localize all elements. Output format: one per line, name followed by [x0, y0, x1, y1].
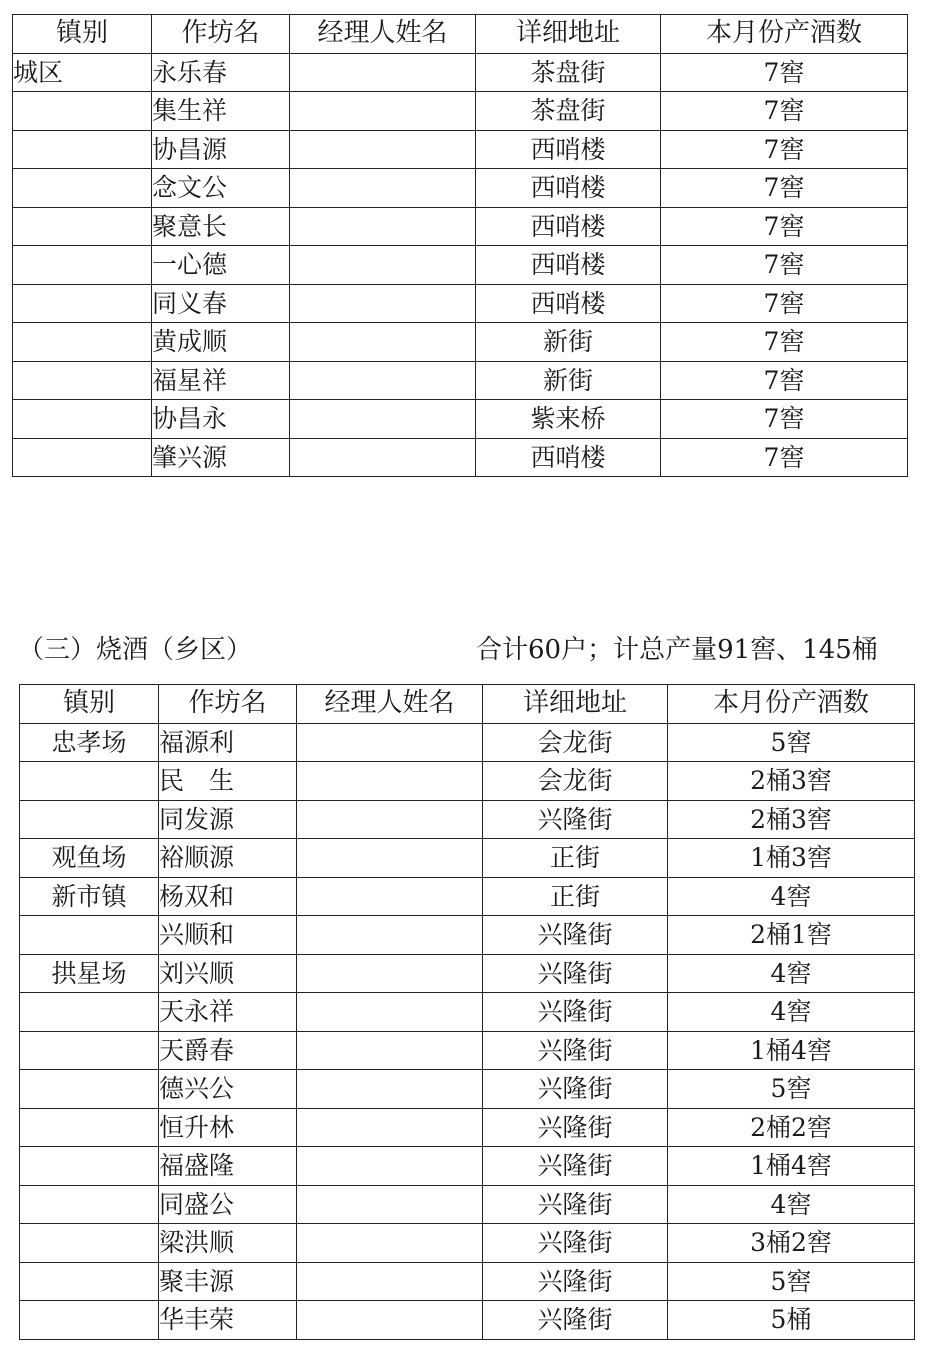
- manager-cell: [297, 916, 483, 955]
- workshop-name-cell: 同发源: [159, 800, 297, 839]
- workshop-name-cell: 念文公: [152, 169, 290, 208]
- workshop-name-cell: 梁洪顺: [159, 1224, 297, 1263]
- manager-cell: [297, 1301, 483, 1340]
- column-header-manager: 经理人姓名: [297, 685, 483, 724]
- table-row: [20, 800, 915, 839]
- address-cell: 西哨楼: [476, 284, 661, 323]
- table-row: [13, 169, 908, 208]
- manager-cell: [290, 169, 476, 208]
- workshop-name-cell: 刘兴顺: [159, 954, 297, 993]
- workshop-name-cell: 恒升林: [159, 1108, 297, 1147]
- town-cell: [20, 1262, 159, 1301]
- column-header-town: 镇别: [20, 685, 159, 724]
- table-row: [20, 1147, 915, 1186]
- section-title: （三）烧酒（乡区）: [18, 635, 253, 665]
- town-cell: [13, 207, 152, 246]
- output-quantity-cell: 1桶3窖: [668, 839, 915, 878]
- workshop-name-cell: 兴顺和: [159, 916, 297, 955]
- address-cell: 紫来桥: [476, 400, 661, 439]
- table-row: [20, 1262, 915, 1301]
- table-row: [13, 207, 908, 246]
- manager-cell: [297, 1224, 483, 1263]
- address-cell: 兴隆街: [483, 1031, 668, 1070]
- town-cell: [20, 1224, 159, 1263]
- workshop-name-cell: 黄成顺: [152, 323, 290, 362]
- address-cell: 西哨楼: [476, 246, 661, 285]
- manager-cell: [297, 1031, 483, 1070]
- address-cell: 兴隆街: [483, 1108, 668, 1147]
- manager-cell: [297, 839, 483, 878]
- table-row: [13, 323, 908, 362]
- table-row: [20, 1108, 915, 1147]
- town-cell: 观鱼场: [20, 839, 159, 878]
- address-cell: 西哨楼: [476, 169, 661, 208]
- town-cell: [20, 1147, 159, 1186]
- table-row: [13, 53, 908, 92]
- town-cell: [20, 762, 159, 801]
- manager-cell: [297, 1262, 483, 1301]
- town-cell: [20, 916, 159, 955]
- town-cell: [13, 438, 152, 477]
- workshop-name-cell: 天爵春: [159, 1031, 297, 1070]
- table-row: [20, 993, 915, 1032]
- table-row: [20, 916, 915, 955]
- town-cell: [13, 361, 152, 400]
- workshop-name-cell: 永乐春: [152, 53, 290, 92]
- town-cell: [20, 993, 159, 1032]
- town-cell: [13, 323, 152, 362]
- address-cell: 西哨楼: [476, 207, 661, 246]
- manager-cell: [290, 400, 476, 439]
- output-quantity-cell: 7窖: [661, 361, 908, 400]
- address-cell: 会龙街: [483, 723, 668, 762]
- address-cell: 新街: [476, 361, 661, 400]
- section-total: 合计60户；计总产量91窖、145桶: [476, 635, 878, 665]
- table-row: [13, 92, 908, 131]
- manager-cell: [290, 284, 476, 323]
- urban-workshops-table: [12, 14, 908, 477]
- address-cell: 会龙街: [483, 762, 668, 801]
- town-cell: 拱星场: [20, 954, 159, 993]
- town-cell: [20, 1031, 159, 1070]
- town-cell: 新市镇: [20, 877, 159, 916]
- output-quantity-cell: 4窖: [668, 1185, 915, 1224]
- manager-cell: [290, 92, 476, 131]
- address-cell: 兴隆街: [483, 993, 668, 1032]
- workshop-name-cell: 聚意长: [152, 207, 290, 246]
- workshop-name-cell: 聚丰源: [159, 1262, 297, 1301]
- town-cell: [20, 1108, 159, 1147]
- output-quantity-cell: 2桶3窖: [668, 800, 915, 839]
- output-quantity-cell: 7窖: [661, 246, 908, 285]
- address-cell: 兴隆街: [483, 954, 668, 993]
- town-cell: 忠孝场: [20, 723, 159, 762]
- output-quantity-cell: 7窖: [661, 207, 908, 246]
- table-header-row: [20, 685, 915, 724]
- address-cell: 兴隆街: [483, 1262, 668, 1301]
- output-quantity-cell: 4窖: [668, 954, 915, 993]
- address-cell: 西哨楼: [476, 130, 661, 169]
- manager-cell: [290, 246, 476, 285]
- output-quantity-cell: 4窖: [668, 877, 915, 916]
- column-header-address: 详细地址: [476, 15, 661, 54]
- workshop-name-cell: 肇兴源: [152, 438, 290, 477]
- address-cell: 兴隆街: [483, 1301, 668, 1340]
- rural-workshops-table: [19, 684, 915, 1340]
- column-header-monthly-output: 本月份产酒数: [668, 685, 915, 724]
- workshop-name-cell: 同义春: [152, 284, 290, 323]
- town-cell: [20, 1185, 159, 1224]
- table-row: [20, 723, 915, 762]
- workshop-name-cell: 华丰荣: [159, 1301, 297, 1340]
- workshop-name-cell: 协昌源: [152, 130, 290, 169]
- address-cell: 西哨楼: [476, 438, 661, 477]
- manager-cell: [297, 1185, 483, 1224]
- table-header-row: [13, 15, 908, 54]
- manager-cell: [297, 762, 483, 801]
- table-row: [20, 1185, 915, 1224]
- manager-cell: [297, 954, 483, 993]
- table-row: [13, 130, 908, 169]
- table-row: [20, 877, 915, 916]
- table-row: [13, 246, 908, 285]
- town-cell: [20, 1301, 159, 1340]
- column-header-manager: 经理人姓名: [290, 15, 476, 54]
- table-row: [20, 1224, 915, 1263]
- output-quantity-cell: 1桶4窖: [668, 1147, 915, 1186]
- address-cell: 兴隆街: [483, 1147, 668, 1186]
- output-quantity-cell: 2桶1窖: [668, 916, 915, 955]
- output-quantity-cell: 3桶2窖: [668, 1224, 915, 1263]
- workshop-name-cell: 民 生: [159, 762, 297, 801]
- address-cell: 兴隆街: [483, 1070, 668, 1109]
- address-cell: 茶盘街: [476, 53, 661, 92]
- output-quantity-cell: 5窖: [668, 723, 915, 762]
- column-header-workshop: 作坊名: [159, 685, 297, 724]
- manager-cell: [297, 993, 483, 1032]
- column-header-address: 详细地址: [483, 685, 668, 724]
- output-quantity-cell: 7窖: [661, 92, 908, 131]
- address-cell: 兴隆街: [483, 1224, 668, 1263]
- workshop-name-cell: 德兴公: [159, 1070, 297, 1109]
- manager-cell: [297, 1108, 483, 1147]
- table-row: [13, 438, 908, 477]
- output-quantity-cell: 7窖: [661, 169, 908, 208]
- workshop-name-cell: 同盛公: [159, 1185, 297, 1224]
- manager-cell: [297, 800, 483, 839]
- manager-cell: [297, 1147, 483, 1186]
- town-cell: [13, 246, 152, 285]
- manager-cell: [297, 1070, 483, 1109]
- address-cell: 兴隆街: [483, 916, 668, 955]
- town-cell: [13, 130, 152, 169]
- output-quantity-cell: 7窖: [661, 130, 908, 169]
- table-row: [20, 762, 915, 801]
- output-quantity-cell: 7窖: [661, 284, 908, 323]
- manager-cell: [290, 207, 476, 246]
- output-quantity-cell: 7窖: [661, 53, 908, 92]
- output-quantity-cell: 5桶: [668, 1301, 915, 1340]
- output-quantity-cell: 7窖: [661, 438, 908, 477]
- manager-cell: [290, 53, 476, 92]
- output-quantity-cell: 1桶4窖: [668, 1031, 915, 1070]
- manager-cell: [290, 130, 476, 169]
- address-cell: 兴隆街: [483, 1185, 668, 1224]
- output-quantity-cell: 2桶3窖: [668, 762, 915, 801]
- table-row: [13, 284, 908, 323]
- town-cell: [13, 400, 152, 439]
- manager-cell: [290, 323, 476, 362]
- workshop-name-cell: 集生祥: [152, 92, 290, 131]
- address-cell: 正街: [483, 839, 668, 878]
- column-header-workshop: 作坊名: [152, 15, 290, 54]
- town-cell: [20, 800, 159, 839]
- address-cell: 兴隆街: [483, 800, 668, 839]
- workshop-name-cell: 协昌永: [152, 400, 290, 439]
- address-cell: 正街: [483, 877, 668, 916]
- output-quantity-cell: 7窖: [661, 323, 908, 362]
- output-quantity-cell: 7窖: [661, 400, 908, 439]
- workshop-name-cell: 福盛隆: [159, 1147, 297, 1186]
- manager-cell: [297, 723, 483, 762]
- workshop-name-cell: 杨双和: [159, 877, 297, 916]
- table-row: [20, 1301, 915, 1340]
- column-header-monthly-output: 本月份产酒数: [661, 15, 908, 54]
- table-row: [20, 1070, 915, 1109]
- town-cell: [13, 284, 152, 323]
- workshop-name-cell: 福源利: [159, 723, 297, 762]
- manager-cell: [290, 438, 476, 477]
- workshop-name-cell: 天永祥: [159, 993, 297, 1032]
- output-quantity-cell: 2桶2窖: [668, 1108, 915, 1147]
- workshop-name-cell: 裕顺源: [159, 839, 297, 878]
- table-row: [13, 361, 908, 400]
- address-cell: 茶盘街: [476, 92, 661, 131]
- town-cell: 城区: [13, 53, 152, 92]
- workshop-name-cell: 一心德: [152, 246, 290, 285]
- town-cell: [13, 169, 152, 208]
- table-row: [13, 400, 908, 439]
- table-row: [20, 839, 915, 878]
- address-cell: 新街: [476, 323, 661, 362]
- workshop-name-cell: 福星祥: [152, 361, 290, 400]
- table-row: [20, 1031, 915, 1070]
- table-row: [20, 954, 915, 993]
- manager-cell: [297, 877, 483, 916]
- output-quantity-cell: 5窖: [668, 1262, 915, 1301]
- town-cell: [13, 92, 152, 131]
- manager-cell: [290, 361, 476, 400]
- output-quantity-cell: 5窖: [668, 1070, 915, 1109]
- column-header-town: 镇别: [13, 15, 152, 54]
- town-cell: [20, 1070, 159, 1109]
- output-quantity-cell: 4窖: [668, 993, 915, 1032]
